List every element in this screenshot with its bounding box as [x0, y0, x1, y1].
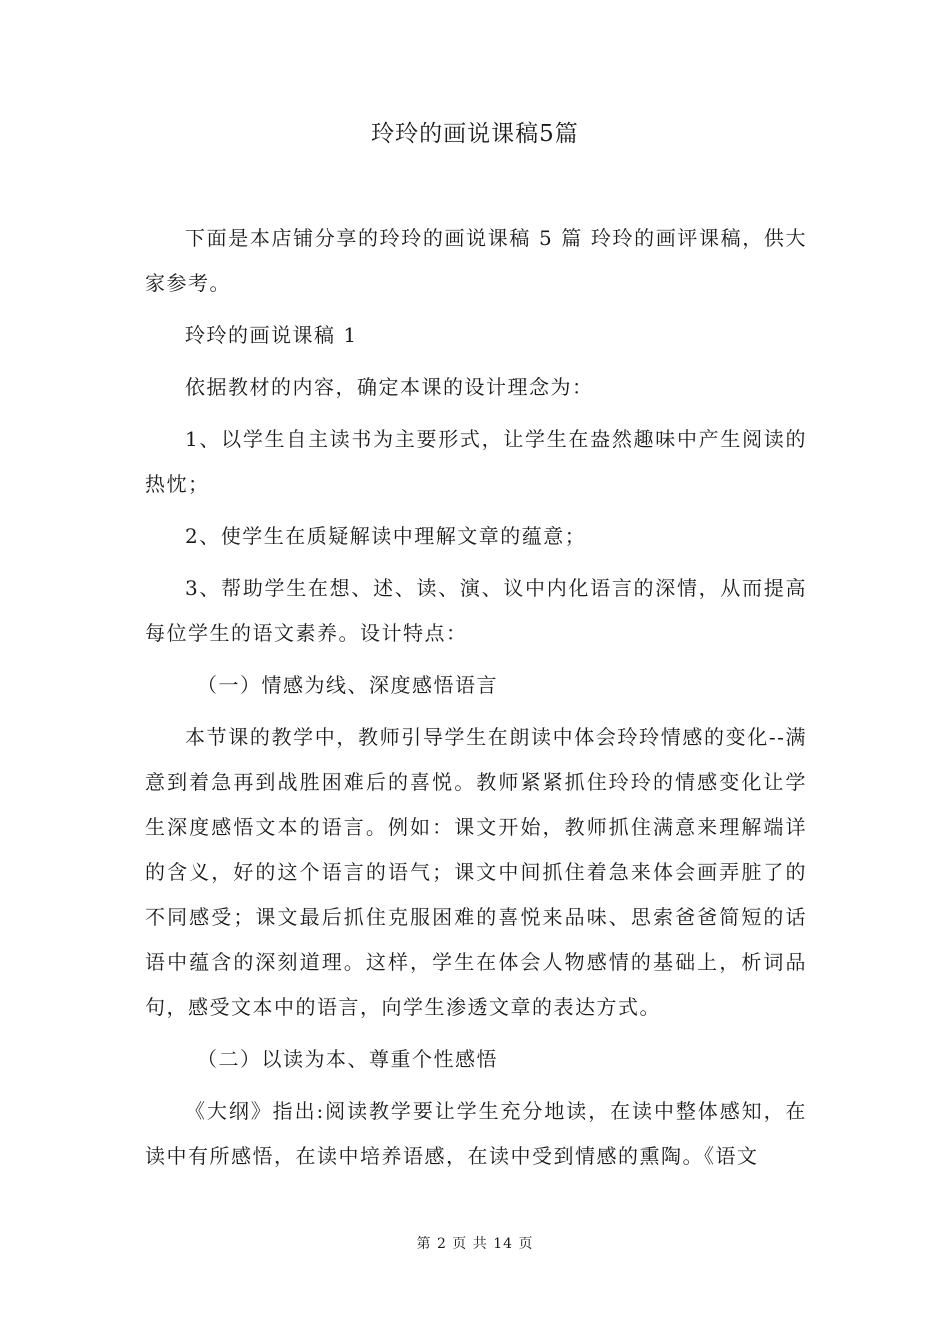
body-paragraph: 《大纲》指出:阅读教学要让学生充分地读，在读中整体感知，在读中有所感悟，在读中培养语感，在读中受到情感的熏陶。《语文 — [145, 1099, 807, 1168]
page-footer: 第 2 页 共 14 页 — [416, 1236, 534, 1252]
list-item: 1、以学生自主读书为主要形式，让学生在盎然趣味中产生阅读的热忱； — [145, 427, 807, 496]
intro-paragraph: 下面是本店铺分享的玲玲的画说课稿 5 篇 玲玲的画评课稿，供大家参考。 — [145, 226, 807, 295]
body-paragraph: 依据教材的内容，确定本课的设计理念为： — [185, 375, 594, 399]
subsection-heading: （二）以读为本、尊重个性感悟 — [197, 1047, 498, 1071]
subsection-heading: （一）情感为线、深度感悟语言 — [197, 673, 498, 697]
list-item: 2、使学生在质疑解读中理解文章的蕴意； — [185, 524, 587, 548]
document-title: 玲玲的画说课稿5篇 — [371, 121, 579, 147]
list-item: 3、帮助学生在想、述、读、演、议中内化语言的深情，从而提高每位学生的语文素养。设计特点： — [145, 576, 807, 645]
section-heading: 玲玲的画说课稿 1 — [185, 323, 358, 347]
document-body — [145, 216, 807, 1186]
body-paragraph: 本节课的教学中，教师引导学生在朗读中体会玲玲情感的变化--满意到着急再到战胜困难后的喜悦。教师紧紧抓住玲玲的情感变化让学生深度感悟文本的语言。例如：课文开始，教师抓住满意来理解端详的含义，好的这个语言的语气；课文中间抓住着急来体会画弄脏了的不同感受；课文最后抓住克服困难的喜悦来品味、思索爸爸简短的话语中蕴含的深刻道理。这样，学生在体会人物感情的基础上，析词品句，感受文本中的语言，向学生渗透文章的表达方式。 — [145, 725, 807, 1019]
